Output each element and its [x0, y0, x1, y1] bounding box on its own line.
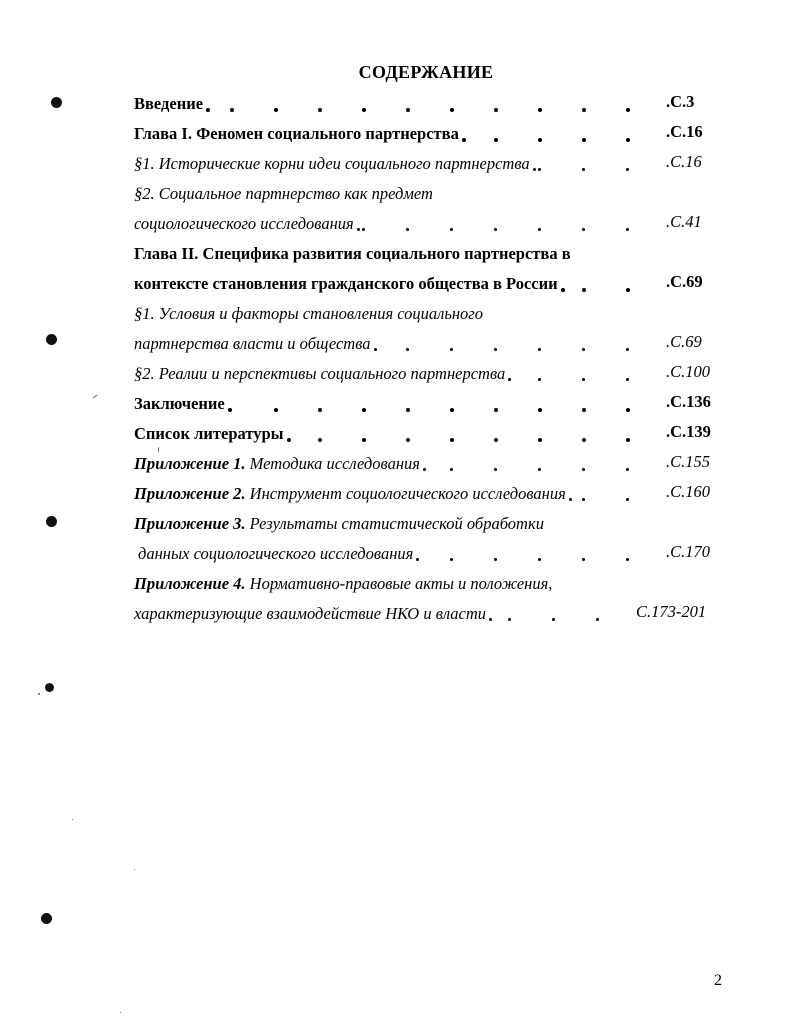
dot-leader-mark — [582, 468, 585, 471]
appendix-1-title: Методика исследования — [249, 454, 420, 473]
toc-page-appendix-4: С.173-201 — [636, 602, 707, 621]
dot-leader-mark — [582, 558, 585, 561]
dot-leader-mark — [582, 438, 586, 442]
toc-entry-appendix-4-line2: характеризующие взаимодействие НКО и власти — [134, 604, 487, 623]
dot-leader-mark — [538, 138, 542, 142]
dot-leader-mark — [582, 498, 585, 501]
appendix-2-title: Инструмент социологического исследования — [249, 484, 566, 503]
dot-leader-mark — [416, 558, 419, 561]
dot-leader-mark — [274, 408, 278, 412]
dot-leader-mark — [538, 468, 541, 471]
dot-leader-mark — [406, 348, 409, 351]
toc-page-conclusion: .С.136 — [666, 392, 711, 411]
scan-speck — [72, 819, 73, 820]
dot-leader-mark — [450, 468, 453, 471]
dot-leader-mark — [494, 348, 497, 351]
toc-entry-ch1-sec2-line1: §2. Социальное партнерство как предмет — [134, 184, 433, 203]
dot-leader-mark — [626, 348, 629, 351]
toc-title: СОДЕРЖАНИЕ — [358, 62, 494, 82]
toc-page-ch1-sec2: .С.41 — [666, 212, 702, 231]
toc-page-ch1-sec1: .С.16 — [666, 152, 702, 171]
dot-leader-mark — [287, 438, 291, 442]
dot-leader-mark — [538, 228, 541, 231]
dot-leader-mark — [582, 348, 585, 351]
dot-leader-mark — [318, 438, 322, 442]
dot-leader-mark — [626, 558, 629, 561]
toc-entry-ch1-sec2-line2: социологического исследования — [134, 214, 354, 233]
dot-leader-mark — [230, 108, 234, 112]
dot-leader-mark — [489, 618, 492, 621]
dot-leader-mark — [533, 168, 536, 171]
dot-leader-mark — [538, 408, 542, 412]
toc-page-appendix-3: .С.170 — [666, 542, 711, 561]
dot-leader-mark — [362, 108, 366, 112]
appendix-4-label: Приложение 4. — [134, 574, 246, 593]
dot-leader-mark — [406, 438, 410, 442]
dot-leader-mark — [626, 468, 629, 471]
toc-page-chapter-2: .С.69 — [666, 272, 703, 291]
appendix-3-label: Приложение 3. — [134, 514, 246, 533]
dot-leader-mark — [582, 288, 586, 292]
dot-leader-mark — [462, 138, 466, 142]
dot-leader-mark — [538, 438, 542, 442]
toc-entry-ch2-sec1-line1: §1. Условия и факторы становления социального — [134, 304, 483, 323]
dot-leader-mark — [626, 168, 629, 171]
appendix-3-title: Результаты статистической обработки — [249, 514, 544, 533]
dot-leader-mark — [582, 168, 585, 171]
dot-leader-mark — [318, 408, 322, 412]
toc-entry-introduction: Введение — [134, 94, 204, 113]
toc-entry-conclusion: Заключение — [134, 394, 225, 413]
toc-entry-chapter-2-line1: Глава II. Специфика развития социального партнерства в — [134, 244, 571, 263]
dot-leader-mark — [450, 438, 454, 442]
dot-leader-mark — [626, 378, 629, 381]
dot-leader-mark — [406, 228, 409, 231]
dot-leader-mark — [582, 408, 586, 412]
dot-leader-mark — [626, 438, 630, 442]
dot-leader-mark — [626, 288, 630, 292]
dot-leader-mark — [508, 378, 511, 381]
dot-leader-mark — [538, 108, 542, 112]
dot-leader-mark — [450, 108, 454, 112]
dot-leader-mark — [362, 408, 366, 412]
dot-leader-mark — [206, 108, 210, 112]
punch-hole-mark — [46, 334, 57, 345]
toc-page-introduction: .С.3 — [666, 92, 695, 111]
toc-entry-appendix-2 — [134, 482, 566, 506]
dot-leader-mark — [362, 438, 366, 442]
toc-entry-chapter-1: Глава I. Феномен социального партнерства — [134, 124, 459, 143]
dot-leader-mark — [450, 228, 453, 231]
dot-leader-mark — [494, 438, 498, 442]
dot-leader-mark — [596, 618, 599, 621]
punch-hole-mark — [46, 516, 57, 527]
dot-leader-mark — [274, 108, 278, 112]
scan-speck — [92, 394, 97, 398]
dot-leader-mark — [423, 468, 426, 471]
dot-leader-mark — [494, 468, 497, 471]
dot-leader-mark — [582, 228, 585, 231]
scan-speck — [158, 447, 159, 452]
dot-leader-mark — [626, 138, 630, 142]
punch-hole-mark — [51, 97, 62, 108]
toc-entry-appendix-4-line1 — [134, 572, 552, 596]
punch-hole-mark — [41, 913, 52, 924]
dot-leader-mark — [552, 618, 555, 621]
dot-leader-mark — [582, 138, 586, 142]
dot-leader-mark — [561, 288, 565, 292]
scan-speck — [120, 1012, 121, 1013]
dot-leader-mark — [626, 108, 630, 112]
dot-leader-mark — [538, 168, 541, 171]
dot-leader-mark — [494, 108, 498, 112]
dot-leader-mark — [626, 498, 629, 501]
toc-entry-appendix-1 — [134, 452, 420, 476]
page-number: 2 — [714, 972, 722, 989]
scan-speck — [134, 869, 135, 870]
toc-entry-chapter-2-line2: контексте становления гражданского общества в России — [134, 274, 558, 293]
toc-page-ch2-sec2: .С.100 — [666, 362, 711, 381]
toc-page-ch2-sec1: .С.69 — [666, 332, 702, 351]
dot-leader-mark — [494, 558, 497, 561]
dot-leader-mark — [450, 558, 453, 561]
appendix-4-title: Нормативно-правовые акты и положения, — [249, 574, 553, 593]
dot-leader-mark — [626, 408, 630, 412]
toc-page-appendix-2: .С.160 — [666, 482, 711, 501]
toc-entry-appendix-3-line2: данных социологического исследования — [138, 544, 414, 563]
dot-leader-mark — [494, 138, 498, 142]
appendix-1-label: Приложение 1. — [134, 454, 246, 473]
dot-leader-mark — [318, 108, 322, 112]
dot-leader-mark — [357, 228, 360, 231]
toc-page-appendix-1: .С.155 — [666, 452, 711, 471]
dot-leader-mark — [450, 348, 453, 351]
dot-leader-mark — [538, 558, 541, 561]
dot-leader-mark — [374, 348, 377, 351]
dot-leader-mark — [228, 408, 232, 412]
dot-leader-mark — [362, 228, 365, 231]
dot-leader-mark — [508, 618, 511, 621]
toc-entry-appendix-3-line1 — [134, 512, 544, 536]
dot-leader-mark — [538, 348, 541, 351]
dot-leader-mark — [538, 378, 541, 381]
dot-leader-mark — [450, 408, 454, 412]
dot-leader-mark — [582, 378, 585, 381]
dot-leader-mark — [494, 228, 497, 231]
dot-leader-mark — [406, 408, 410, 412]
toc-entry-ch2-sec2: §2. Реалии и перспективы социального партнерства — [134, 364, 506, 383]
toc-entry-ch1-sec1: §1. Исторические корни идеи социального партнерства — [134, 154, 530, 173]
dot-leader-mark — [406, 108, 410, 112]
dot-leader-mark — [569, 498, 572, 501]
toc-entry-ch2-sec1-line2: партнерства власти и общества — [134, 334, 371, 353]
toc-page-bibliography: .С.139 — [666, 422, 711, 441]
dot-leader-mark — [582, 108, 586, 112]
punch-hole-mark — [45, 683, 54, 692]
scan-speck — [38, 693, 40, 695]
toc-page-chapter-1: .С.16 — [666, 122, 703, 141]
dot-leader-mark — [626, 228, 629, 231]
appendix-2-label: Приложение 2. — [134, 484, 246, 503]
dot-leader-mark — [494, 408, 498, 412]
toc-entry-bibliography: Список литературы — [134, 424, 284, 443]
